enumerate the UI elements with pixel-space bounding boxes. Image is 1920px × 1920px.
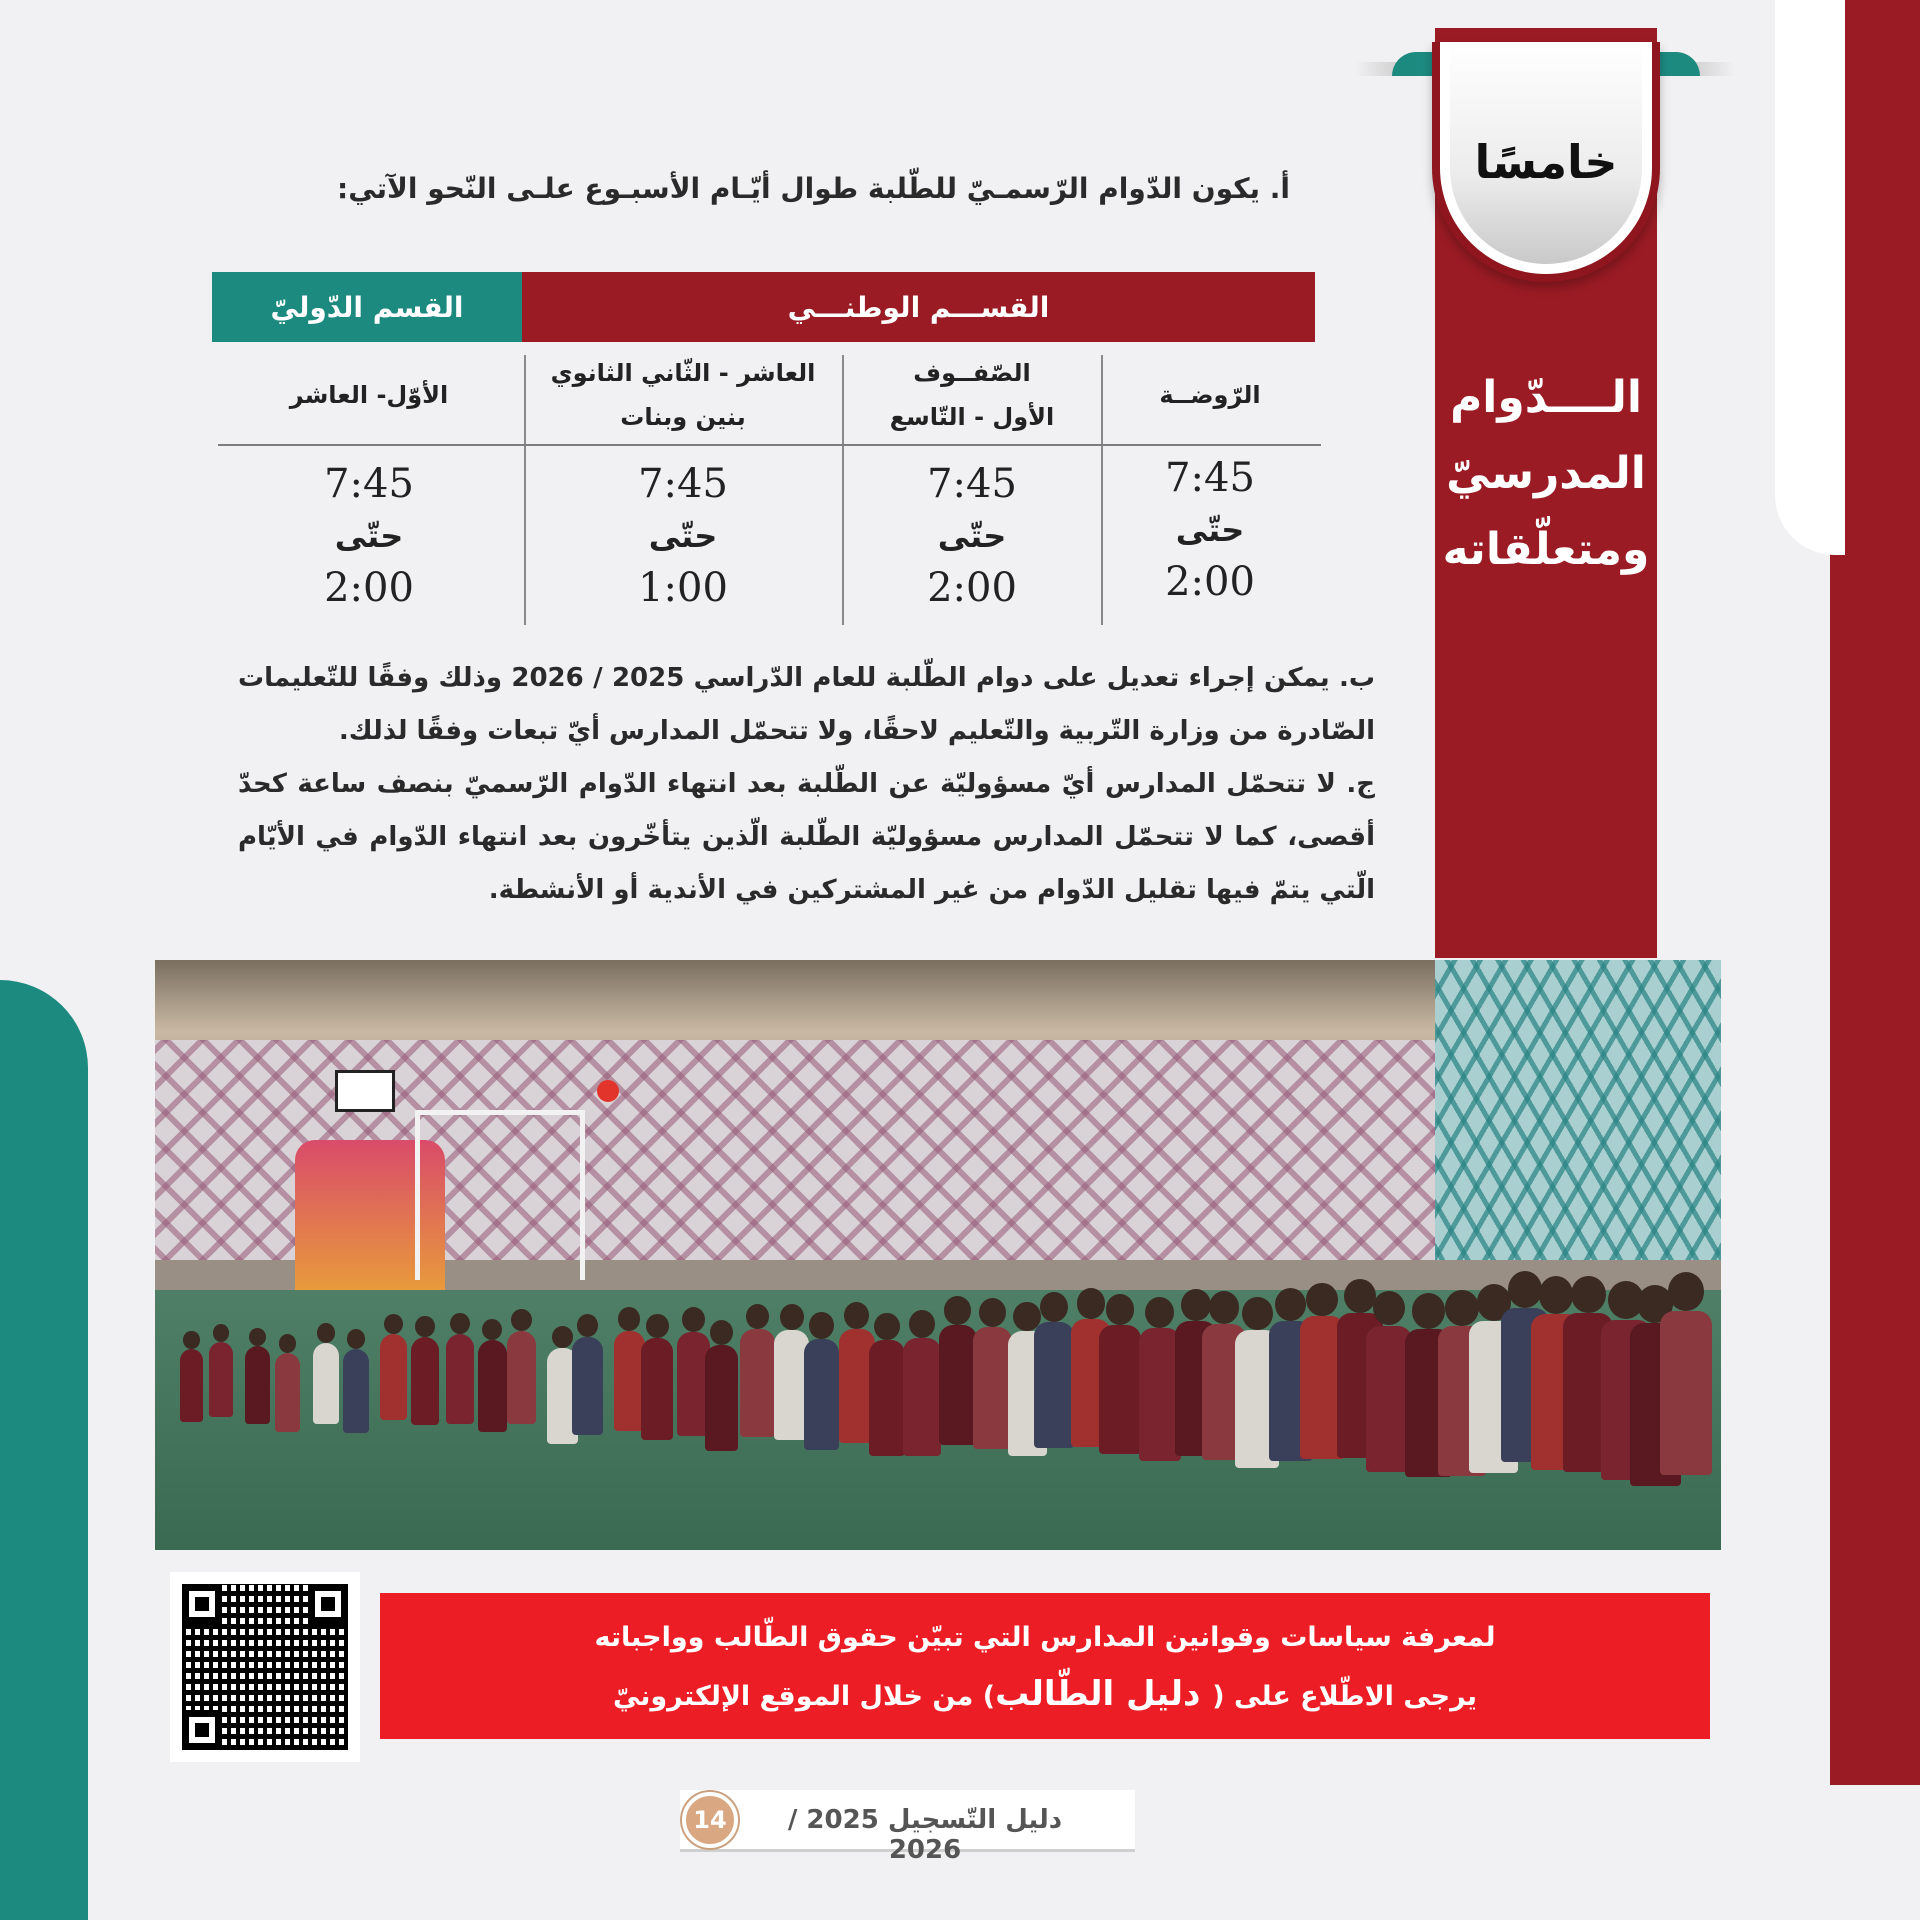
national-section-header: القســـم الوطنـــي (522, 272, 1315, 342)
page-number: 14 (682, 1792, 738, 1848)
student-figure (380, 1334, 407, 1420)
section-number: خامسًا (1474, 135, 1618, 189)
column-header-line: الأوّل- العاشر (289, 381, 449, 409)
schedule-cell (1105, 452, 1315, 608)
student-figure (245, 1346, 270, 1424)
section-title-line: الــــدّوام (1450, 372, 1642, 423)
column-header-line: الأول - التّاسع (889, 403, 1055, 431)
column-header-line: العاشر - الثّاني الثانوي (550, 359, 816, 387)
student-figure (705, 1345, 738, 1451)
paragraph-b: ب. يمكن إجراء تعديل على دوام الطّلبة للعام الدّراسي 2025 / 2026 وذلك وفقًا للتّعليمات الصّادرة من وزارة التّربية والتّعليم لاحقًا، ولا تتحمّل المدارس أيّ تبعات وفقًا لذلك. (238, 663, 1375, 746)
student-figure (478, 1340, 507, 1432)
table-divider (524, 355, 526, 625)
column-header-kindergarten (1105, 350, 1315, 440)
notice-line: لمعرفة سياسات وقوانين المدارس التي تبيّن حقوق الطّالب وواجباته (594, 1622, 1496, 1653)
student-figure (869, 1340, 906, 1456)
section-title-line: المدرسيّ (1446, 448, 1646, 499)
right-edge-curve (1775, 0, 1845, 555)
notice-line (380, 1666, 1710, 1725)
table-header-rule (218, 444, 1321, 446)
student-guide-notice (380, 1593, 1710, 1739)
table-divider (1101, 355, 1103, 625)
student-figure (804, 1339, 839, 1451)
start-time: 7:45 (638, 461, 728, 507)
student-figure (275, 1353, 300, 1432)
end-time: 2:00 (1165, 559, 1255, 605)
column-header-grades-10-12 (528, 350, 838, 440)
start-time: 7:45 (324, 461, 414, 507)
column-header-grades-1-9 (846, 350, 1098, 440)
column-header-line: الرّوضــة (1159, 381, 1261, 409)
end-time: 1:00 (638, 565, 728, 611)
student-figure (1660, 1311, 1712, 1475)
schedule-cell (218, 458, 520, 614)
schedule-cell (528, 458, 838, 614)
section-title (1435, 360, 1657, 588)
student-figure (1099, 1325, 1140, 1455)
student-figure (939, 1325, 977, 1445)
column-header-line: بنين وبنات (620, 403, 746, 431)
start-time: 7:45 (1165, 455, 1255, 501)
student-figure (343, 1349, 369, 1433)
student-figure (903, 1338, 940, 1456)
student-figure (180, 1349, 203, 1423)
student-figure (1034, 1322, 1074, 1448)
left-teal-band (0, 980, 88, 1920)
intro-text: أ. يكون الدّوام الرّسمـيّ للطّلبة طوال أيّـام الأسبـوع علـى النّحو الآتي: (337, 172, 1290, 205)
qr-code[interactable] (170, 1572, 360, 1762)
column-header-line: الصّفــوف (913, 359, 1031, 387)
footer-title: دليل التّسجيل 2025 / 2026 (787, 1805, 1063, 1865)
paragraph-c: ج. لا تتحمّل المدارس أيّ مسؤوليّة عن الطّلبة بعد انتهاء الدّوام الرّسميّ بنصف ساعة كحدّ أقصى، كما لا تتحمّل المدارس مسؤوليّة الطّلبة الّذين يتأخّرون بعد انتهاء الدّوام في الأيّام الّتي يتمّ فيها تقليل الدّوام من غير المشتركين في الأندية أو الأنشطة. (238, 769, 1375, 905)
column-header-international (218, 350, 520, 440)
international-section-header: القسم الدّوليّ (212, 272, 522, 342)
schedule-cell (846, 458, 1098, 614)
until-label: حتّى (1175, 511, 1245, 549)
end-time: 2:00 (324, 565, 414, 611)
student-figure (313, 1343, 339, 1425)
table-divider (842, 355, 844, 625)
student-figure (740, 1329, 774, 1437)
student-figure (973, 1327, 1012, 1449)
notice-text: يرجى الاطّلاع على ( (1212, 1681, 1478, 1712)
notice-text: ) من خلال الموقع الإلكترونيّ (612, 1681, 996, 1712)
student-figure (572, 1337, 603, 1435)
student-figure (411, 1337, 439, 1425)
student-figure (209, 1342, 233, 1417)
student-guide-link[interactable]: دليل الطّالب (995, 1674, 1213, 1714)
until-label: حتّى (334, 517, 404, 555)
student-figure (641, 1338, 673, 1440)
students-photo (155, 960, 1721, 1550)
end-time: 2:00 (927, 565, 1017, 611)
until-label: حتّى (648, 517, 718, 555)
student-figure (507, 1331, 537, 1425)
start-time: 7:45 (927, 461, 1017, 507)
student-figure (446, 1334, 474, 1424)
until-label: حتّى (937, 517, 1007, 555)
section-title-line: ومتعلّقاته (1442, 524, 1650, 575)
